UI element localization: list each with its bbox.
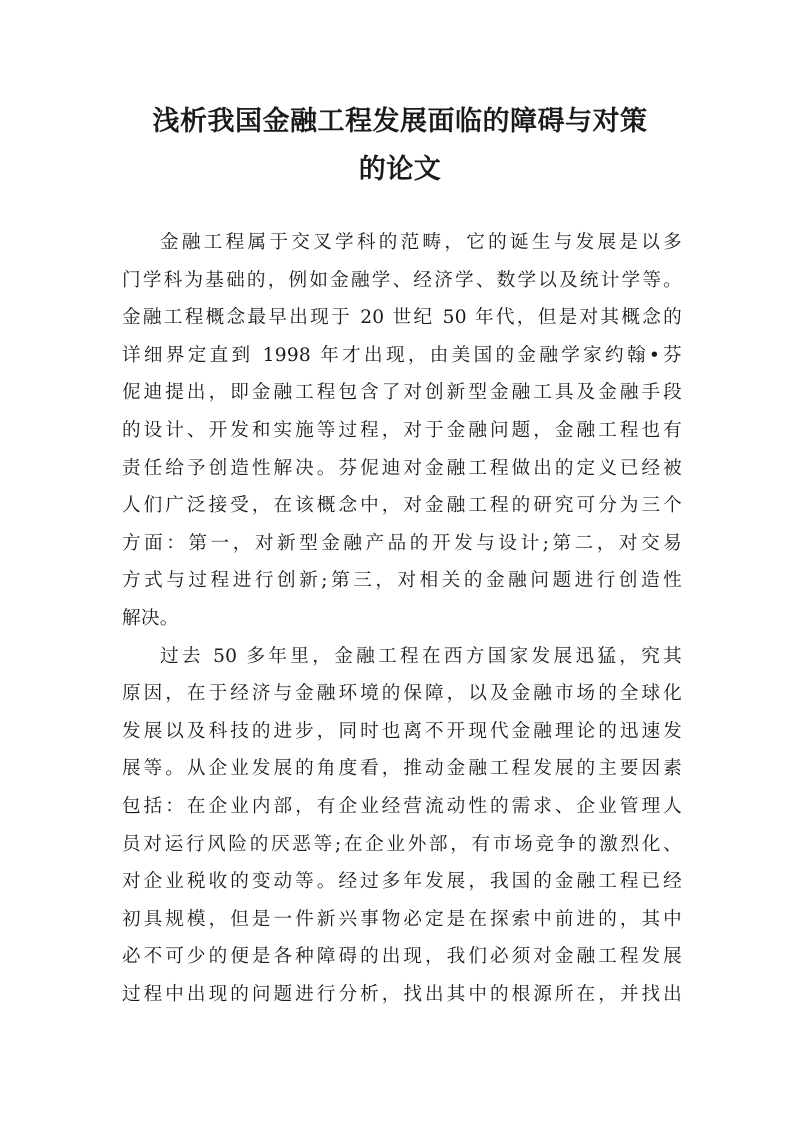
paragraph-line: 方式与过程进行创新;第三，对相关的金融问题进行创造性 <box>122 570 682 592</box>
paragraph-line: 对企业税收的变动等。经过多年发展，我国的金融工程已经 <box>122 871 682 893</box>
paragraph-line: 包括：在企业内部，有企业经营流动性的需求、企业管理人 <box>122 795 682 817</box>
paragraph-line: 解决。 <box>122 607 179 629</box>
paragraph-line: 展等。从企业发展的角度看，推动金融工程发展的主要因素 <box>122 758 682 780</box>
paragraph-line: 责任给予创造性解决。芬伲迪对金融工程做出的定义已经被 <box>122 457 682 479</box>
paragraph-line: 过去 50 多年里，金融工程在西方国家发展迅猛，究其 <box>160 645 682 667</box>
paragraph-line: 门学科为基础的，例如金融学、经济学、数学以及统计学等。 <box>122 269 682 291</box>
paragraph-line: 人们广泛接受，在该概念中，对金融工程的研究可分为三个 <box>122 495 682 517</box>
document-body <box>122 224 682 1013</box>
paragraph-line: 金融工程属于交叉学科的范畴，它的诞生与发展是以多 <box>160 232 682 253</box>
paragraph-line: 员对运行风险的厌恶等;在企业外部，有市场竞争的激烈化、 <box>122 833 682 855</box>
paragraph-line: 过程中出现的问题进行分析，找出其中的根源所在，并找出 <box>122 983 682 1005</box>
paragraph-line: 金融工程概念最早出现于 20 世纪 50 年代，但是对其概念的 <box>122 307 682 329</box>
title-line-1: 浅析我国金融工程发展面临的障碍与对策 <box>152 106 648 137</box>
paragraph-line: 方面：第一，对新型金融产品的开发与设计;第二，对交易 <box>122 532 682 554</box>
title-line-2: 的论文 <box>358 154 442 185</box>
paragraph-line: 初具规模，但是一件新兴事物必定是在探索中前进的，其中 <box>122 908 682 930</box>
paragraph-1 <box>122 224 682 638</box>
paragraph-line: 伲迪提出，即金融工程包含了对创新型金融工具及金融手段 <box>122 382 682 404</box>
page-title <box>100 98 700 194</box>
paragraph-line: 的设计、开发和实施等过程，对于金融问题，金融工程也有 <box>122 419 682 441</box>
paragraph-2 <box>122 638 682 1014</box>
paragraph-line: 发展以及科技的进步，同时也离不开现代金融理论的迅速发 <box>122 720 682 742</box>
paragraph-line: 必不可少的便是各种障碍的出现，我们必须对金融工程发展 <box>122 946 682 968</box>
paragraph-line: 详细界定直到 1998 年才出现，由美国的金融学家约翰•芬 <box>122 344 682 366</box>
paragraph-line: 原因，在于经济与金融环境的保障，以及金融市场的全球化 <box>122 683 682 705</box>
